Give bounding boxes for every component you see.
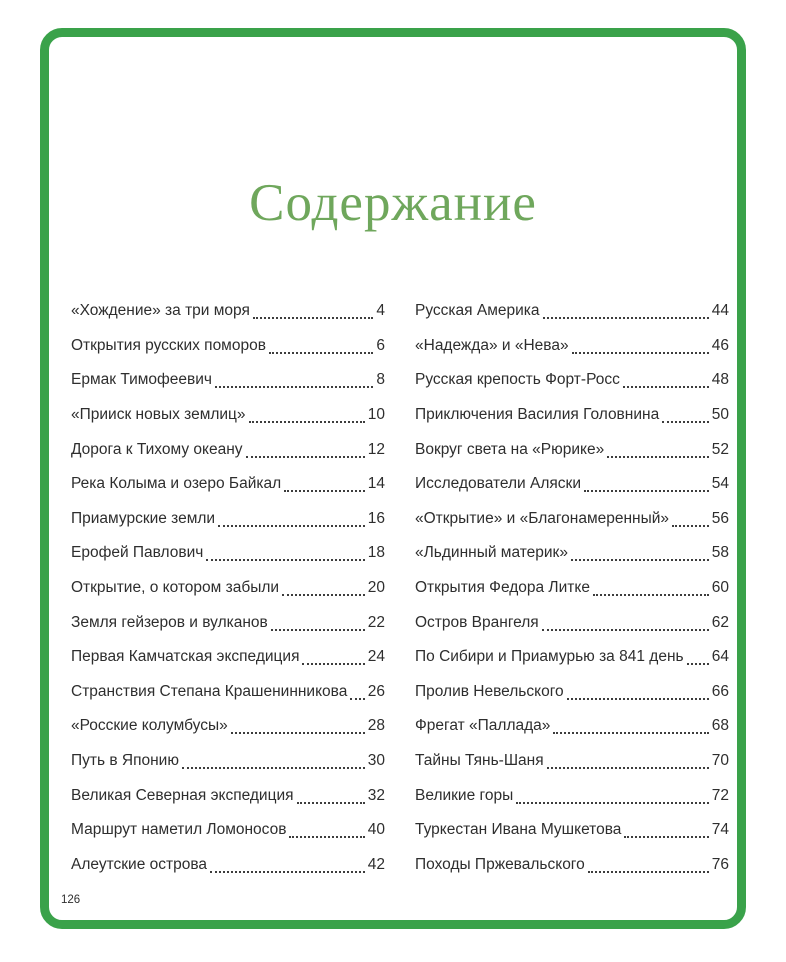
- toc-entry-page: 46: [711, 336, 729, 354]
- toc-entry: [71, 709, 385, 744]
- toc-entry-title: Остров Врангеля: [415, 613, 539, 631]
- dot-leader: [584, 476, 709, 492]
- toc-entry: [71, 848, 385, 883]
- toc-entry-title: «Льдинный материк»: [415, 544, 568, 562]
- toc-entry: [71, 467, 385, 502]
- toc-entry-page: 8: [376, 371, 385, 389]
- toc-entry-page: 50: [711, 406, 729, 424]
- dot-leader: [253, 303, 374, 319]
- dot-leader: [215, 373, 373, 389]
- dot-leader: [282, 580, 365, 596]
- toc-entry-title: «Хождение» за три моря: [71, 302, 250, 320]
- toc-entry: [415, 363, 729, 398]
- toc-entry: [415, 467, 729, 502]
- toc-entry-title: «Надежда» и «Нева»: [415, 336, 569, 354]
- toc-entry-page: 26: [367, 682, 385, 700]
- toc-entry-title: Исследователи Аляски: [415, 475, 581, 493]
- dot-leader: [593, 580, 709, 596]
- toc-entry-title: Река Колыма и озеро Байкал: [71, 475, 282, 493]
- toc-entry-title: Приключения Василия Головнина: [415, 406, 660, 424]
- dot-leader: [297, 788, 365, 804]
- toc-entry-page: 14: [367, 475, 385, 493]
- toc-entry-title: Пролив Невельского: [415, 682, 564, 700]
- toc-entry-title: Походы Пржевальского: [415, 855, 585, 873]
- toc-entry: [415, 605, 729, 640]
- dot-leader: [218, 511, 365, 527]
- toc-entry-title: По Сибири и Приамурью за 841 день: [415, 648, 684, 666]
- toc-entry-page: 48: [711, 371, 729, 389]
- toc-entry-title: Ерофей Павлович: [71, 544, 204, 562]
- dot-leader: [269, 338, 373, 354]
- page-title: Содержание: [249, 174, 537, 232]
- toc-entry-title: Путь в Японию: [71, 752, 179, 770]
- toc-entry-page: 64: [711, 648, 729, 666]
- toc-entry-page: 18: [367, 544, 385, 562]
- toc-entry-page: 10: [367, 406, 385, 424]
- dot-leader: [206, 545, 364, 561]
- dot-leader: [289, 822, 364, 838]
- toc-entry: [415, 432, 729, 467]
- toc-column-right: [415, 294, 729, 882]
- toc-entry: [71, 432, 385, 467]
- toc-entry: [415, 329, 729, 364]
- toc-entry: [415, 502, 729, 537]
- toc-entry-title: Великие горы: [415, 786, 514, 804]
- toc-entry-page: 54: [711, 475, 729, 493]
- dot-leader: [687, 649, 709, 665]
- page-border-frame: [40, 28, 746, 929]
- toc-entry-page: 32: [367, 786, 385, 804]
- toc-entry: [71, 502, 385, 537]
- toc-entry-page: 24: [367, 648, 385, 666]
- toc-entry-title: Первая Камчатская экспедиция: [71, 648, 300, 666]
- toc-entry: [71, 640, 385, 675]
- toc-entry-title: Туркестан Ивана Мушкетова: [415, 821, 622, 839]
- dot-leader: [623, 373, 709, 389]
- toc-entry: [415, 675, 729, 710]
- dot-leader: [553, 718, 708, 734]
- dot-leader: [588, 857, 709, 873]
- toc-entry-title: «Прииск новых землиц»: [71, 406, 246, 424]
- toc-entry: [71, 536, 385, 571]
- toc-entry: [415, 571, 729, 606]
- dot-leader: [624, 822, 708, 838]
- toc-entry-title: Маршрут наметил Ломоносов: [71, 821, 287, 839]
- dot-leader: [302, 649, 364, 665]
- toc-entry: [71, 813, 385, 848]
- toc-entry-page: 62: [711, 613, 729, 631]
- toc-entry: [415, 640, 729, 675]
- toc-entry-page: 44: [711, 302, 729, 320]
- dot-leader: [547, 753, 709, 769]
- toc-entry: [71, 778, 385, 813]
- toc-entry: [415, 398, 729, 433]
- toc-entry-page: 74: [711, 821, 729, 839]
- toc-entry-page: 20: [367, 579, 385, 597]
- toc-entry-page: 58: [711, 544, 729, 562]
- toc-entry-page: 52: [711, 440, 729, 458]
- toc-entry: [415, 744, 729, 779]
- toc-entry: [71, 571, 385, 606]
- toc-entry-title: Алеутские острова: [71, 855, 208, 873]
- dot-leader: [246, 442, 365, 458]
- toc-entry-title: Русская крепость Форт-Росс: [415, 371, 620, 389]
- toc-entry-page: 6: [376, 336, 385, 354]
- toc-columns: [49, 294, 737, 882]
- dot-leader: [249, 407, 365, 423]
- dot-leader: [607, 442, 709, 458]
- toc-entry: [71, 675, 385, 710]
- toc-entry-title: Приамурские земли: [71, 509, 216, 527]
- dot-leader: [571, 545, 709, 561]
- toc-entry-page: 72: [711, 786, 729, 804]
- dot-leader: [543, 303, 709, 319]
- toc-entry-title: Тайны Тянь-Шаня: [415, 752, 544, 770]
- dot-leader: [284, 476, 365, 492]
- dot-leader: [567, 684, 709, 700]
- toc-entry: [71, 329, 385, 364]
- dot-leader: [572, 338, 709, 354]
- toc-entry-title: Открытие, о котором забыли: [71, 579, 280, 597]
- toc-entry-title: Фрегат «Паллада»: [415, 717, 551, 735]
- toc-entry-title: Земля гейзеров и вулканов: [71, 613, 268, 631]
- toc-entry-page: 30: [367, 752, 385, 770]
- dot-leader: [271, 615, 365, 631]
- dot-leader: [350, 684, 364, 700]
- dot-leader: [210, 857, 365, 873]
- toc-entry-page: 4: [376, 302, 385, 320]
- toc-entry-page: 68: [711, 717, 729, 735]
- toc-entry: [415, 813, 729, 848]
- toc-entry: [415, 778, 729, 813]
- toc-entry-title: Русская Америка: [415, 302, 540, 320]
- toc-entry-title: Великая Северная экспедиция: [71, 786, 294, 804]
- toc-entry-title: Открытия Федора Литке: [415, 579, 590, 597]
- toc-entry: [415, 709, 729, 744]
- toc-entry-page: 40: [367, 821, 385, 839]
- toc-column-left: [71, 294, 385, 882]
- toc-entry-title: Странствия Степана Крашенинникова: [71, 682, 348, 700]
- toc-entry: [415, 536, 729, 571]
- dot-leader: [672, 511, 709, 527]
- toc-entry-page: 60: [711, 579, 729, 597]
- toc-entry-page: 66: [711, 682, 729, 700]
- toc-entry-title: Вокруг света на «Рюрике»: [415, 440, 605, 458]
- toc-entry: [71, 363, 385, 398]
- toc-entry-title: Ермак Тимофеевич: [71, 371, 213, 389]
- toc-entry-page: 22: [367, 613, 385, 631]
- toc-entry-page: 16: [367, 509, 385, 527]
- toc-entry-page: 42: [367, 855, 385, 873]
- toc-entry: [415, 848, 729, 883]
- toc-entry-page: 28: [367, 717, 385, 735]
- toc-entry-page: 56: [711, 509, 729, 527]
- toc-entry: [415, 294, 729, 329]
- dot-leader: [231, 718, 365, 734]
- toc-entry-page: 70: [711, 752, 729, 770]
- dot-leader: [662, 407, 709, 423]
- toc-entry: [71, 294, 385, 329]
- toc-entry: [71, 744, 385, 779]
- toc-entry-page: 12: [367, 440, 385, 458]
- toc-entry-title: Открытия русских поморов: [71, 336, 266, 354]
- toc-entry-title: «Росские колумбусы»: [71, 717, 228, 735]
- dot-leader: [182, 753, 365, 769]
- dot-leader: [542, 615, 709, 631]
- toc-entry-title: «Открытие» и «Благонамеренный»: [415, 509, 670, 527]
- toc-entry-title: Дорога к Тихому океану: [71, 440, 243, 458]
- toc-entry-page: 76: [711, 855, 729, 873]
- toc-entry: [71, 398, 385, 433]
- page-number: 126: [61, 894, 81, 906]
- toc-entry: [71, 605, 385, 640]
- dot-leader: [516, 788, 709, 804]
